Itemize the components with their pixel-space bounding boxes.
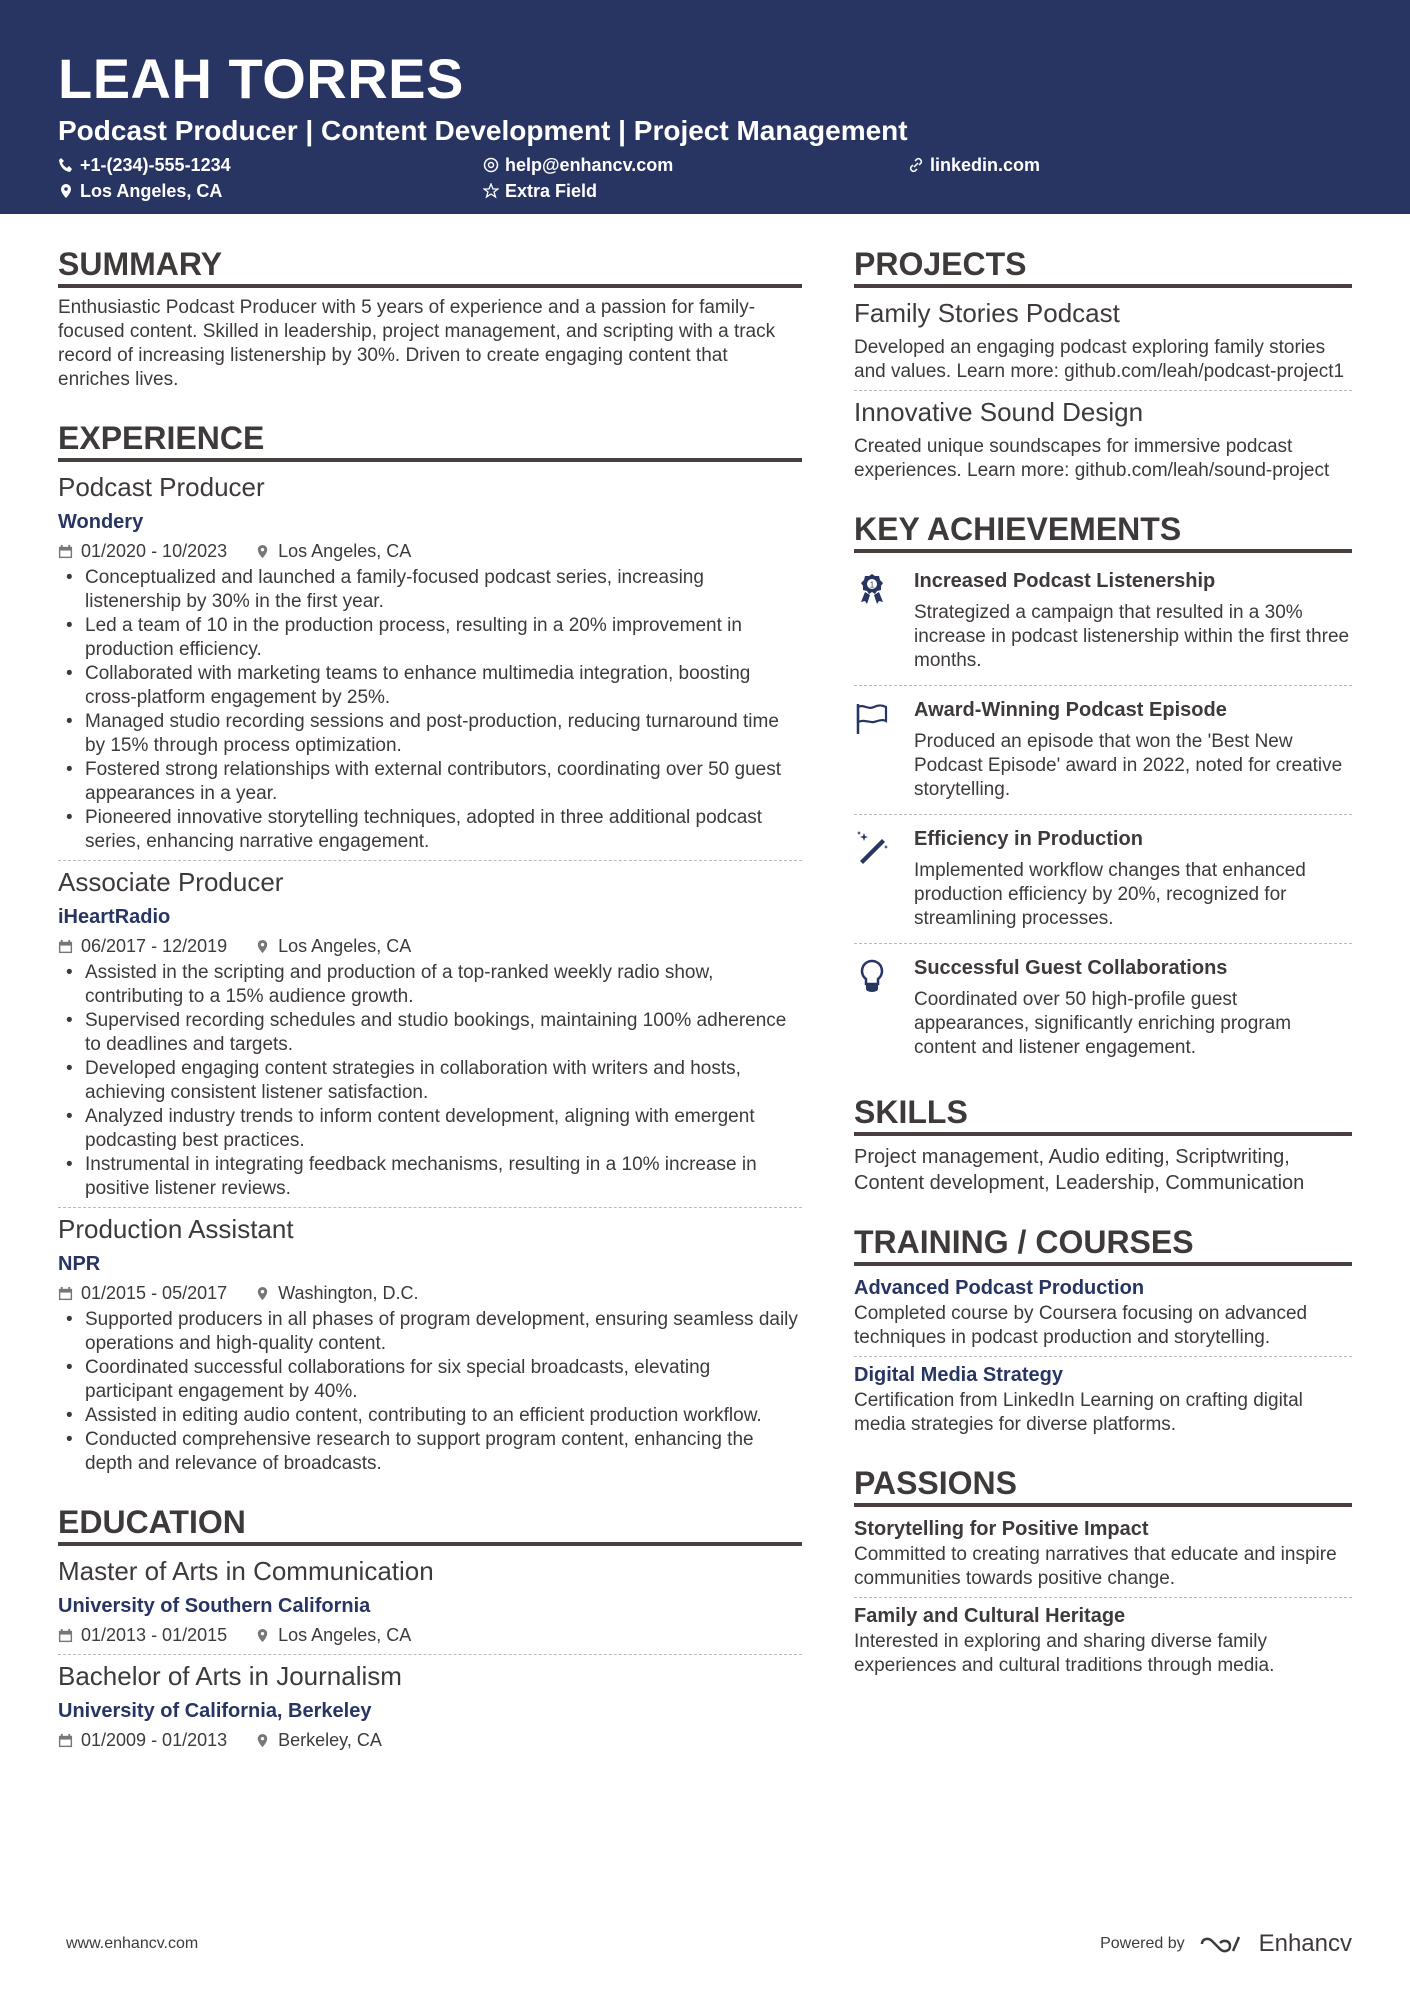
skills-text: Project management, Audio editing, Scriptwriting, Content development, Leadership, Communication — [854, 1146, 1305, 1194]
passion-entry — [854, 1515, 1352, 1591]
candidate-title: Podcast Producer | Content Development | Project Management — [58, 115, 908, 146]
divider — [854, 685, 1352, 686]
passion-description: Interested in exploring and sharing diverse family experiences and cultural traditions through media. — [854, 1631, 1275, 1676]
project-entry — [854, 296, 1352, 384]
meta-row — [58, 1727, 802, 1753]
bullet-item: • Coordinated successful collaborations for six special broadcasts, elevating participant engagement by 40%. — [58, 1356, 802, 1404]
course-entry — [854, 1356, 1352, 1437]
course-title: Digital Media Strategy — [854, 1364, 1063, 1386]
location: Berkeley, CA — [278, 1730, 382, 1750]
footer-url[interactable]: www.enhancv.com — [66, 1935, 199, 1952]
summary-section — [58, 244, 802, 392]
company-name: iHeartRadio — [58, 906, 171, 928]
project-title: Innovative Sound Design — [854, 397, 1144, 427]
achievement-entry — [854, 819, 1352, 937]
course-title: Advanced Podcast Production — [854, 1277, 1145, 1299]
location: Los Angeles, CA — [278, 541, 412, 561]
star-icon — [483, 183, 499, 199]
school-name: University of Southern California — [58, 1595, 371, 1617]
meta-row — [58, 538, 802, 564]
achievement-entry — [854, 561, 1352, 679]
achievement-description: Strategized a campaign that resulted in a 30% increase in podcast listenership within the first three months. — [914, 602, 1350, 671]
powered-by: Powered by — [1100, 1935, 1185, 1952]
section-heading: PROJECTS — [854, 244, 1352, 288]
location: Los Angeles, CA — [58, 180, 483, 202]
course-description: Completed course by Coursera focusing on advanced techniques in podcast production and storytelling. — [854, 1303, 1308, 1348]
linkedin-link[interactable]: linkedin.com — [908, 154, 1208, 176]
location-pin-icon — [58, 183, 74, 199]
experience-entry — [58, 860, 802, 1201]
passion-title: Family and Cultural Heritage — [854, 1605, 1126, 1627]
award-ribbon-icon — [854, 571, 890, 607]
location: Washington, D.C. — [278, 1283, 419, 1303]
achievement-description: Coordinated over 50 high-profile guest appearances, significantly enriching program content and listener engagement. — [914, 989, 1292, 1058]
divider — [58, 860, 802, 861]
achievement-title: Successful Guest Collaborations — [914, 957, 1228, 979]
calendar-icon — [58, 544, 73, 559]
candidate-name: LEAH TORRES — [58, 47, 464, 110]
degree: Bachelor of Arts in Journalism — [58, 1661, 402, 1691]
divider — [854, 390, 1352, 391]
experience-section — [58, 418, 802, 1476]
divider — [58, 1654, 802, 1655]
footer — [66, 1930, 1352, 1958]
school-name: University of California, Berkeley — [58, 1700, 372, 1722]
meta-row — [58, 1280, 802, 1306]
enhancv-logo-icon — [1199, 1933, 1245, 1955]
dates: 06/2017 - 12/2019 — [81, 936, 228, 956]
lightbulb-icon — [854, 958, 890, 994]
divider — [854, 1356, 1352, 1357]
dates: 01/2015 - 05/2017 — [81, 1283, 228, 1303]
brand-name: Enhancv — [1258, 1930, 1352, 1957]
location-pin-icon — [255, 1286, 270, 1301]
bullet-item: • Led a team of 10 in the production process, resulting in a 20% improvement in production efficiency. — [58, 614, 802, 662]
section-heading: PASSIONS — [854, 1463, 1352, 1507]
dates: 01/2013 - 01/2015 — [81, 1625, 228, 1645]
location: Los Angeles, CA — [278, 1625, 412, 1645]
job-role: Associate Producer — [58, 867, 284, 897]
achievement-entry — [854, 948, 1352, 1066]
phone-icon — [58, 157, 74, 173]
job-role: Podcast Producer — [58, 472, 265, 502]
company-name: Wondery — [58, 511, 144, 533]
section-heading: EXPERIENCE — [58, 418, 802, 462]
achievement-title: Award-Winning Podcast Episode — [914, 699, 1227, 721]
bullet-item: • Developed engaging content strategies in collaboration with writers and hosts, achieving consistent listener satisfaction. — [58, 1057, 802, 1105]
section-heading: TRAINING / COURSES — [854, 1222, 1352, 1266]
job-role: Production Assistant — [58, 1214, 294, 1244]
dates: 01/2020 - 10/2023 — [81, 541, 228, 561]
resume-header — [0, 0, 1410, 214]
achievement-description: Implemented workflow changes that enhanced production efficiency by 20%, recognized for streamlining processes. — [914, 860, 1306, 929]
bullet-item: • Conducted comprehensive research to support program content, enhancing the depth and relevance of broadcasts. — [58, 1428, 802, 1476]
calendar-icon — [58, 1286, 73, 1301]
svg-text:1: 1 — [869, 580, 875, 590]
bullet-item: • Assisted in the scripting and production of a top-ranked weekly radio show, contributing to a 15% audience growth. — [58, 961, 802, 1009]
degree: Master of Arts in Communication — [58, 1556, 434, 1586]
education-section — [58, 1502, 802, 1753]
calendar-icon — [58, 939, 73, 954]
bullet-item: • Collaborated with marketing teams to enhance multimedia integration, boosting cross-platform engagement by 25%. — [58, 662, 802, 710]
section-heading: SUMMARY — [58, 244, 802, 288]
dates: 01/2009 - 01/2013 — [81, 1730, 228, 1750]
bullet-item: • Fostered strong relationships with external contributors, coordinating over 50 guest appearances in a year. — [58, 758, 802, 806]
passion-title: Storytelling for Positive Impact — [854, 1518, 1149, 1540]
section-heading: KEY ACHIEVEMENTS — [854, 509, 1352, 553]
course-description: Certification from LinkedIn Learning on crafting digital media strategies for diverse platforms. — [854, 1390, 1303, 1435]
project-entry — [854, 390, 1352, 483]
passions-section — [854, 1463, 1352, 1678]
training-section — [854, 1222, 1352, 1437]
achievement-entry — [854, 690, 1352, 808]
location-pin-icon — [255, 1733, 270, 1748]
summary-text: Enthusiastic Podcast Producer with 5 years of experience and a passion for family-focused content. Skilled in leadership, project management, and scripting with a track record of increasing listenership by 30%. Driven to create engaging content that enriches lives. — [58, 297, 776, 390]
location-pin-icon — [255, 939, 270, 954]
link-icon — [908, 157, 924, 173]
at-icon — [483, 157, 499, 173]
course-entry — [854, 1274, 1352, 1350]
achievement-title: Increased Podcast Listenership — [914, 570, 1216, 592]
bullet-item: • Pioneered innovative storytelling techniques, adopted in three additional podcast series, enhancing narrative engagement. — [58, 806, 802, 854]
divider — [58, 1207, 802, 1208]
bullet-item: • Supported producers in all phases of program development, ensuring seamless daily operations and high-quality content. — [58, 1308, 802, 1356]
achievement-title: Efficiency in Production — [914, 828, 1143, 850]
phone: +1-(234)-555-1234 — [58, 154, 483, 176]
meta-row — [58, 1622, 802, 1648]
location-pin-icon — [255, 1628, 270, 1643]
calendar-icon — [58, 1733, 73, 1748]
section-heading: SKILLS — [854, 1092, 1352, 1136]
education-entry — [58, 1554, 802, 1648]
bullet-item: • Conceptualized and launched a family-focused podcast series, increasing listenership by 30% in the first year. — [58, 566, 802, 614]
calendar-icon — [58, 1628, 73, 1643]
bullet-item: • Managed studio recording sessions and post-production, reducing turnaround time by 15% through process optimization. — [58, 710, 802, 758]
achievements-section — [854, 509, 1352, 1066]
magic-wand-icon — [854, 829, 890, 865]
projects-section — [854, 244, 1352, 483]
experience-entry — [58, 470, 802, 854]
passion-entry — [854, 1597, 1352, 1678]
bullet-item: • Assisted in editing audio content, contributing to an efficient production workflow. — [58, 1404, 802, 1428]
flag-icon — [854, 700, 890, 736]
passion-description: Committed to creating narratives that educate and inspire communities towards positive change. — [854, 1544, 1337, 1589]
education-entry — [58, 1654, 802, 1753]
achievement-description: Produced an episode that won the 'Best New Podcast Episode' award in 2022, noted for creative storytelling. — [914, 731, 1343, 800]
section-heading: EDUCATION — [58, 1502, 802, 1546]
email[interactable]: help@enhancv.com — [483, 154, 908, 176]
project-title: Family Stories Podcast — [854, 298, 1120, 328]
divider — [854, 1597, 1352, 1598]
bullet-item: • Instrumental in integrating feedback mechanisms, resulting in a 10% increase in positive listener reviews. — [58, 1153, 802, 1201]
extra-field: Extra Field — [483, 180, 908, 202]
location: Los Angeles, CA — [278, 936, 412, 956]
project-description: Developed an engaging podcast exploring family stories and values. Learn more: github.com/leah/podcast-project1 — [854, 337, 1345, 382]
company-name: NPR — [58, 1253, 101, 1275]
bullet-item: • Analyzed industry trends to inform content development, aligning with emergent podcasting best practices. — [58, 1105, 802, 1153]
location-pin-icon — [255, 544, 270, 559]
meta-row — [58, 933, 802, 959]
right-column — [854, 244, 1352, 1704]
bullet-item: • Supervised recording schedules and studio bookings, maintaining 100% adherence to deadlines and targets. — [58, 1009, 802, 1057]
divider — [854, 943, 1352, 944]
skills-section — [854, 1092, 1352, 1196]
left-column — [58, 244, 802, 1779]
project-description: Created unique soundscapes for immersive podcast experiences. Learn more: github.com/leah/sound-project — [854, 436, 1330, 481]
divider — [854, 814, 1352, 815]
experience-entry — [58, 1207, 802, 1476]
